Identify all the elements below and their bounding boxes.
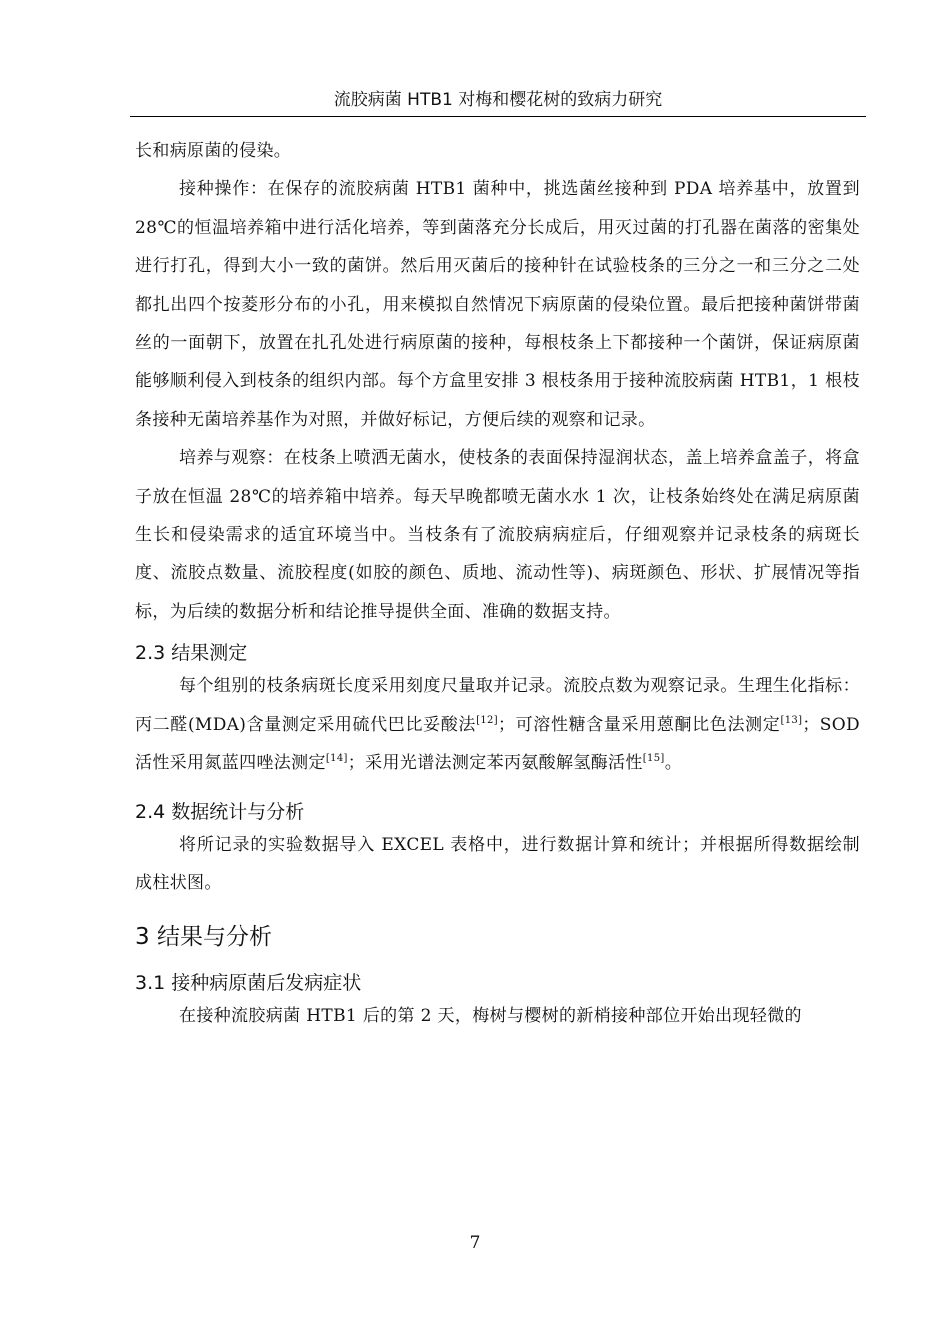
paragraph-symptoms: 在接种流胶病菌 HTB1 后的第 2 天，梅树与樱树的新梢接种部位开始出现轻微的 <box>179 1006 802 1027</box>
paragraph-measurement <box>135 667 860 782</box>
section-heading-3-1: 3.1 接种病原菌后发病症状 <box>135 972 362 995</box>
measurement-text-4: ；采用光谱法测定苯丙氨酸解氢酶活性 <box>347 753 643 774</box>
paragraph-statistics: 将所记录的实验数据导入 EXCEL 表格中，进行数据计算和统计；并根据所得数据绘制成柱状图。 <box>135 834 860 893</box>
citation-12: [12] <box>476 714 498 726</box>
measurement-text-2: ；可溶性糖含量采用蒽酮比色法测定 <box>498 714 781 735</box>
page-body <box>135 132 860 1036</box>
paragraph-continuation: 长和病原菌的侵染。 <box>135 141 292 161</box>
citation-15: [15] <box>642 753 665 765</box>
page-number: 7 <box>469 1233 481 1253</box>
measurement-text-1: 每个组别的枝条病斑长度采用刻度尺量取并记录。流胶点数为观察记录。生理生化指标：丙二醛(MDA)含量测定采用硫代巴比妥酸法 <box>135 676 860 735</box>
citation-14: [14] <box>325 753 348 765</box>
measurement-text-3: ；SOD 活性采用氮蓝四唑法测定 <box>135 714 860 774</box>
running-header: 流胶病菌 HTB1 对梅和樱花树的致病力研究 <box>130 84 866 117</box>
paragraph-inoculation: 接种操作：在保存的流胶病菌 HTB1 菌种中，挑选菌丝接种到 PDA 培养基中，放置到 28℃的恒温培养箱中进行活化培养，等到菌落充分长成后，用灭过菌的打孔器在菌落的密集处进行打孔，得到大小一致的菌饼。然后用灭菌后的接种针在试验枝条的三分之一和三分之二处都扎出四个按菱形分布的小孔，用来模拟自然情况下病原菌的侵染位置。最后把接种菌饼带菌丝的一面朝下，放置在扎孔处进行病原菌的接种，每根枝条上下都接种一个菌饼，保证病原菌能够顺利侵入到枝条的组织内部。每个方盒里安排 3 根枝条用于接种流胶病菌 HTB1，1 根枝条接种无菌培养基作为对照，并做好标记，方便后续的观察和记录。 <box>135 179 860 430</box>
citation-13: [13] <box>780 714 803 726</box>
section-heading-2-4: 2.4 数据统计与分析 <box>135 800 305 823</box>
measurement-text-5: 。 <box>664 753 683 774</box>
chapter-heading-3: 3 结果与分析 <box>135 924 272 951</box>
section-heading-2-3: 2.3 结果测定 <box>135 642 248 665</box>
paragraph-cultivation: 培养与观察：在枝条上喷洒无菌水，使枝条的表面保持湿润状态，盖上培养盒盖子，将盒子放在恒温 28℃的培养箱中培养。每天早晚都喷无菌水水 1 次，让枝条始终处在满足病原菌生长和侵染需求的适宜环境当中。当枝条有了流胶病病症后，仔细观察并记录枝条的病斑长度、流胶点数量、流胶程度(如胶的颜色、质地、流动性等)、病斑颜色、形状、扩展情况等指标，为后续的数据分析和结论推导提供全面、准确的数据支持。 <box>135 448 860 622</box>
